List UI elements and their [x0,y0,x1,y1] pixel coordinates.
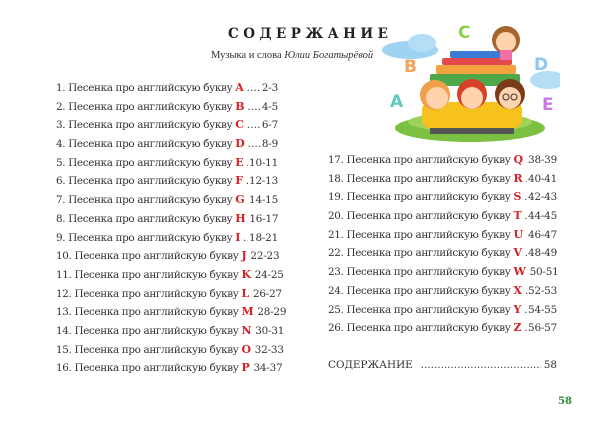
entry-letter: R [513,171,523,185]
children-car-illustration [370,10,560,150]
toc-entry[interactable] [56,231,278,250]
entry-pages: 48-49 [528,247,557,260]
entry-number: 14. [56,324,72,337]
entry-pages: 4-5 [261,100,278,113]
entry-pages: 10-11 [249,156,278,169]
svg-text:C: C [458,23,471,43]
entry-title: Песенка про английскую букву [68,82,233,94]
dot-leader [525,285,527,297]
toc-entry[interactable] [56,212,278,231]
entry-letter: D [235,137,245,151]
toc-entry[interactable] [56,193,278,212]
toc-entry[interactable] [56,249,278,268]
entry-letter: J [241,249,247,263]
entry-number: 11. [56,268,72,281]
entry-pages: 42-43 [528,191,557,204]
entry-title: Песенка про английскую букву [74,362,239,375]
entry-title: Песенка про английскую букву [346,228,511,241]
entry-letter: A [235,81,244,94]
dot-leader [524,322,527,334]
entry-pages: 18-21 [249,231,278,244]
entry-number: 1. [56,82,66,94]
entry-pages: 52-53 [528,284,557,297]
entry-number: 26. [328,322,344,335]
entry-title: Песенка про английскую букву [68,231,233,244]
entry-number: 18. [328,172,344,185]
entry-letter: L [241,286,249,300]
dot-leader [526,229,527,241]
entry-title: Песенка про английскую букву [74,343,239,356]
entry-title: Песенка про английскую букву [74,287,239,300]
entry-number: 17. [328,154,344,166]
entry-letter: X [513,283,522,297]
entry-pages: 28-29 [257,306,287,319]
svg-text:E: E [542,95,554,115]
entry-number: 3. [56,119,66,132]
entry-letter: E [235,155,244,169]
dot-leader [524,191,527,203]
dot-leader [246,82,260,94]
toc-entry[interactable] [328,246,557,265]
entry-pages: 14-15 [249,194,278,207]
toc-entry[interactable] [56,137,278,156]
entry-letter: G [235,193,245,207]
entry-pages: 16-17 [249,212,279,225]
dot-leader [247,119,261,131]
entry-letter: Y [513,302,522,316]
entry-letter: F [235,174,243,188]
dot-leader [246,157,248,169]
summary-title: СОДЕРЖАНИЕ [328,359,413,371]
entry-number: 16. [56,362,72,375]
entry-title: Песенка про английскую букву [346,172,511,185]
dot-leader [247,101,261,113]
toc-entry[interactable] [328,284,557,303]
entry-number: 7. [56,194,66,207]
entry-title: Песенка про английскую букву [68,175,233,188]
entry-number: 20. [328,210,344,223]
toc-entry[interactable] [56,361,283,380]
entry-title: Песенка про английскую букву [346,284,511,297]
entry-pages: 50-51 [529,266,559,279]
entry-title: Песенка про английскую букву [68,212,233,225]
dot-leader [246,175,248,187]
entry-title: Песенка про английскую букву [346,210,511,223]
dot-leader [243,232,248,244]
entry-title: Песенка про английскую букву [346,247,511,260]
svg-text:A: A [390,92,404,112]
toc-entry[interactable] [56,174,278,193]
entry-number: 12. [56,287,72,300]
toc-right-column [328,153,557,340]
entry-title: Песенка про английскую букву [346,191,511,204]
subtitle-author: Юлии Богатырёвой [284,50,374,61]
toc-entry[interactable] [328,303,557,322]
entry-letter: C [235,118,244,132]
entry-pages: 32-33 [254,343,284,356]
entry-title: Песенка про английскую букву [74,250,239,263]
page-title: СОДЕРЖАНИЕ [228,26,393,42]
entry-number: 2. [56,100,66,113]
entry-letter: P [241,361,250,375]
entry-number: 22. [328,247,344,260]
entry-letter: K [241,267,251,281]
entry-letter: O [241,342,251,356]
toc-entry[interactable] [328,172,557,191]
toc-entry[interactable] [56,156,278,175]
page-number: 58 [558,396,572,407]
toc-entry[interactable] [328,153,557,172]
entry-letter: N [241,323,252,337]
entry-pages: 40-41 [528,172,557,185]
entry-pages: 30-31 [255,324,285,337]
entry-title: Песенка про английскую букву [346,154,511,166]
toc-entry[interactable] [328,190,557,209]
entry-letter: M [241,305,254,319]
entry-letter: U [513,227,523,241]
entry-number: 6. [56,175,66,188]
dot-leader [525,247,527,259]
entry-number: 23. [328,266,344,279]
toc-summary-entry[interactable] [328,359,557,371]
entry-number: 4. [56,138,66,151]
toc-entry[interactable] [328,209,557,228]
subtitle [211,50,373,61]
dot-leader [247,138,260,150]
entry-title: Песенка про английскую букву [74,268,239,281]
entry-pages: 24-25 [254,268,284,281]
dot-leader [247,194,248,206]
toc-entry[interactable] [328,265,557,284]
toc-entry[interactable] [56,342,284,362]
entry-pages: 12-13 [249,175,278,188]
entry-pages: 38-39 [528,154,557,166]
dot-leader [526,154,527,166]
toc-entry[interactable] [56,118,278,137]
entry-pages: 22-23 [250,250,280,263]
dot-leader [421,359,541,371]
entry-number: 21. [328,228,344,241]
entry-pages: 6-7 [261,119,278,132]
entry-pages: 46-47 [528,228,557,241]
entry-number: 15. [56,343,72,356]
entry-letter: T [513,209,522,223]
entry-letter: V [513,246,522,260]
entry-number: 25. [328,303,344,316]
entry-number: 5. [56,156,66,169]
toc-entry[interactable] [56,323,285,343]
entry-letter: Q [513,153,523,166]
entry-number: 8. [56,212,66,225]
svg-text:D: D [534,55,549,75]
summary-pages: 58 [543,359,557,371]
entry-pages: 2-3 [261,82,278,94]
entry-title: Песенка про английскую букву [68,119,233,132]
toc-entry[interactable] [328,228,557,247]
entry-title: Песенка про английскую букву [346,322,511,335]
toc-entry[interactable] [56,305,287,324]
entry-number: 13. [56,306,72,319]
entry-title: Песенка про английскую букву [74,306,239,319]
toc-entry[interactable] [56,286,282,306]
entry-number: 10. [56,250,72,263]
entry-pages: 44-45 [528,210,557,223]
entry-pages: 26-27 [252,287,282,300]
entry-number: 19. [328,191,344,204]
dot-leader [525,173,527,185]
entry-letter: H [235,211,246,225]
entry-letter: W [513,265,526,279]
entry-number: 24. [328,284,344,297]
dot-leader [524,304,527,316]
entry-title: Песенка про английскую букву [68,138,233,151]
entry-title: Песенка про английскую букву [68,100,233,113]
entry-pages: 34-37 [253,362,283,375]
entry-title: Песенка про английскую букву [346,266,511,279]
svg-text:B: B [404,57,417,77]
entry-pages: 8-9 [261,138,278,151]
toc-entry[interactable] [56,81,278,100]
toc-entry[interactable] [56,267,284,287]
subtitle-prefix: Музыка и слова [211,50,282,61]
toc-entry[interactable] [328,321,557,340]
entry-letter: I [235,230,241,244]
toc-left-column [56,81,287,380]
entry-pages: 54-55 [528,303,557,316]
entry-letter: Z [513,321,522,335]
entry-title: Песенка про английскую букву [346,303,511,316]
entry-title: Песенка про английскую букву [74,324,239,337]
entry-pages: 56-57 [528,322,557,335]
entry-number: 9. [56,231,66,244]
entry-letter: S [513,190,522,204]
entry-title: Песенка про английскую букву [68,194,233,207]
entry-title: Песенка про английскую букву [68,156,233,169]
toc-entry[interactable] [56,100,278,119]
entry-letter: B [235,99,245,113]
dot-leader [524,210,527,222]
